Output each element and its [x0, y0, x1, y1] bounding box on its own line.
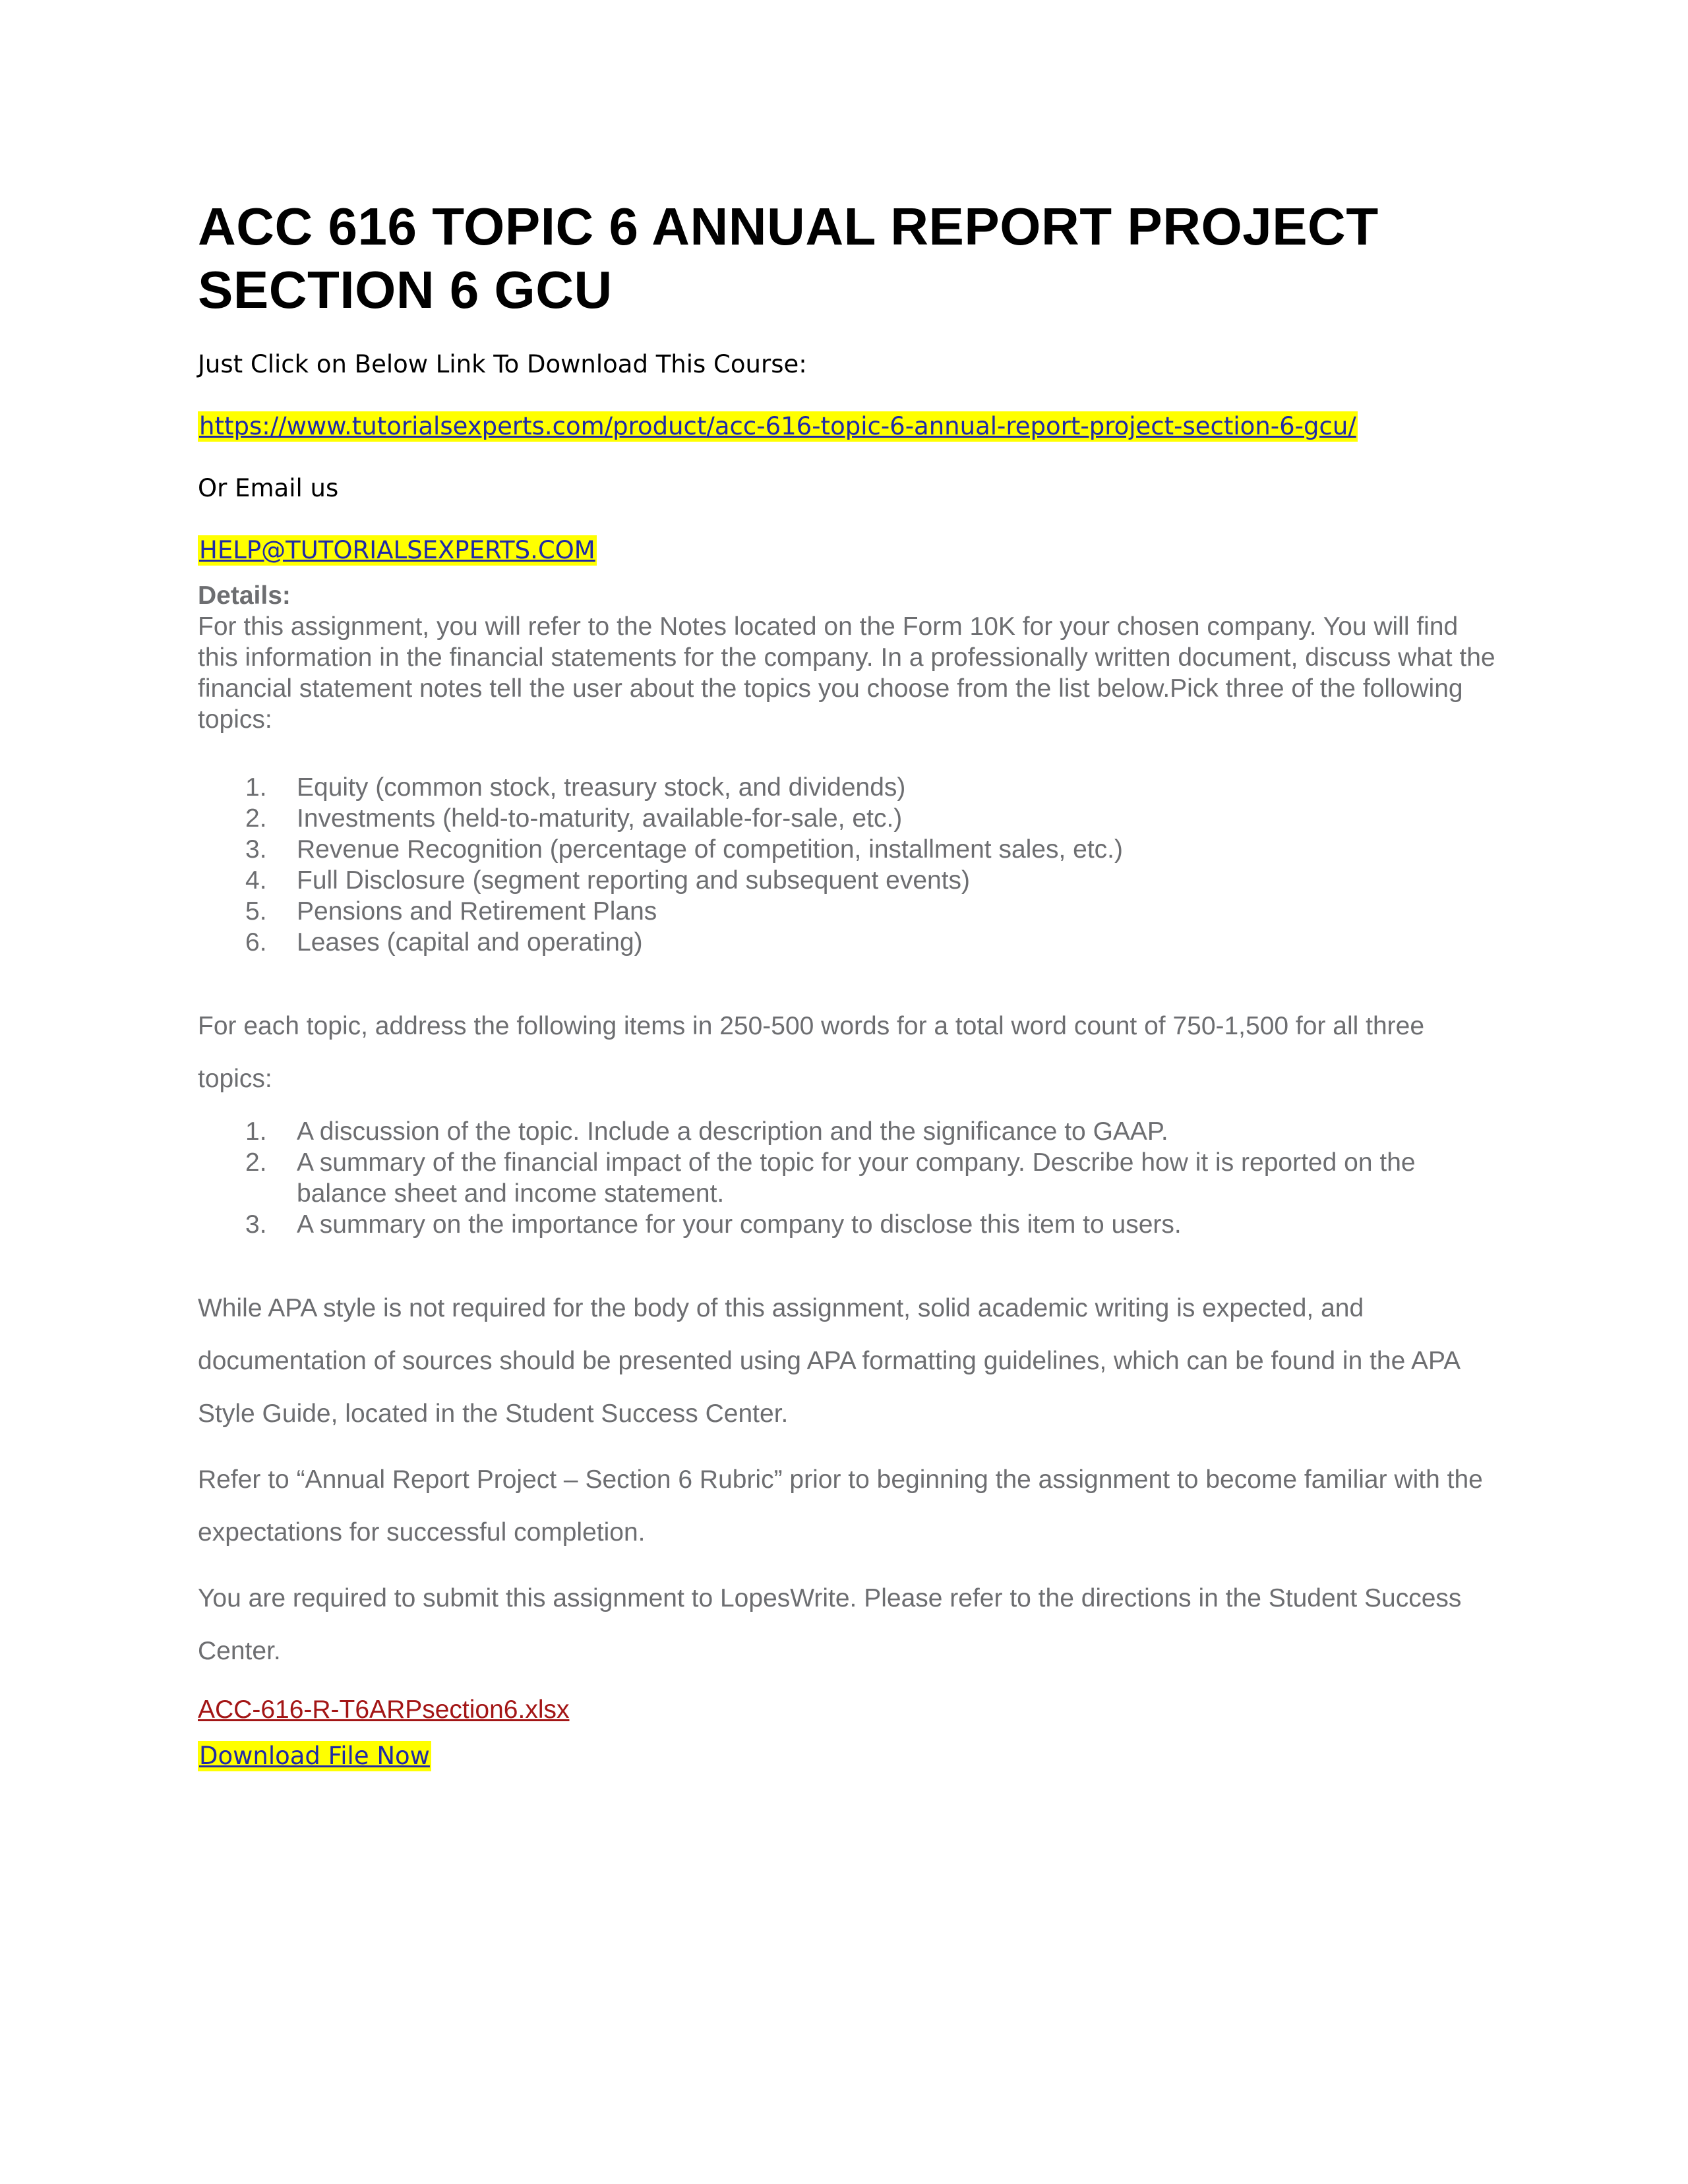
list-item: [198, 865, 1503, 896]
list-number: 2.: [245, 1148, 267, 1177]
list-item-text: Equity (common stock, treasury stock, and dividends): [297, 773, 906, 802]
list-number: 4.: [245, 866, 267, 895]
list-item: [198, 1147, 1503, 1209]
submit-paragraph: You are required to submit this assignment to LopesWrite. Please refer to the directions in the Student Success Center.: [198, 1584, 1462, 1665]
file-link[interactable]: ACC-616-R-T6ARPsection6.xlsx: [198, 1696, 570, 1724]
list-number: 1.: [245, 1117, 267, 1146]
download-link[interactable]: Download File Now: [199, 1742, 430, 1770]
each-topic-paragraph: For each topic, address the following items in 250-500 words for a total word count of 750-1,500 for all three topics:: [198, 1012, 1425, 1093]
list-item: [198, 772, 1503, 803]
list-item-text: Leases (capital and operating): [297, 928, 643, 957]
email-link[interactable]: HELP@TUTORIALSEXPERTS.COM: [199, 536, 595, 564]
list-number: 3.: [245, 1210, 267, 1239]
list-number: 5.: [245, 897, 267, 926]
topics-list: [198, 772, 1503, 958]
rubric-paragraph: Refer to “Annual Report Project – Section 6 Rubric” prior to beginning the assignment to become familiar with the expectations for successful completion.: [198, 1465, 1483, 1547]
document-content: [198, 195, 1503, 1771]
list-item-text: A discussion of the topic. Include a description and the significance to GAAP.: [297, 1117, 1168, 1146]
details-heading: Details:: [198, 581, 291, 610]
list-item-text: Revenue Recognition (percentage of competition, installment sales, etc.): [297, 835, 1124, 864]
list-item-text: A summary of the financial impact of the topic for your company. Describe how it is reported on the balance sheet and income statement.: [297, 1148, 1416, 1208]
list-item-text: Investments (held-to-maturity, available-for-sale, etc.): [297, 804, 903, 833]
list-number: 1.: [245, 773, 267, 802]
list-item: [198, 927, 1503, 958]
details-body: For this assignment, you will refer to the Notes located on the Form 10K for your chosen company. You will find this information in the financial statements for the company. In a professionally written document, discuss what the financial statement notes tell the user about the topics you choose from the list below.Pick three of the following topics:: [198, 612, 1495, 734]
list-item-text: A summary on the importance for your company to disclose this item to users.: [297, 1210, 1182, 1239]
list-number: 3.: [245, 835, 267, 864]
list-item: [198, 1209, 1503, 1240]
list-item: [198, 803, 1503, 834]
items-list: [198, 1116, 1503, 1240]
or-email-text: Or Email us: [198, 474, 339, 502]
document-title: ACC 616 TOPIC 6 ANNUAL REPORT PROJECT SECTION 6 GCU: [198, 197, 1379, 319]
intro-text: Just Click on Below Link To Download This Course:: [198, 350, 807, 378]
apa-paragraph: While APA style is not required for the body of this assignment, solid academic writing is expected, and documentation of sources should be presented using APA formatting guidelines, which can be found in the APA Style Guide, located in the Student Success Center.: [198, 1294, 1459, 1428]
list-item-text: Full Disclosure (segment reporting and subsequent events): [297, 866, 971, 895]
list-number: 2.: [245, 804, 267, 833]
list-item: [198, 834, 1503, 865]
list-item-text: Pensions and Retirement Plans: [297, 897, 657, 926]
list-number: 6.: [245, 928, 267, 957]
course-link[interactable]: https://www.tutorialsexperts.com/product/acc-616-topic-6-annual-report-project-section-6-gcu/: [199, 412, 1356, 440]
list-item: [198, 896, 1503, 927]
list-item: [198, 1116, 1503, 1147]
